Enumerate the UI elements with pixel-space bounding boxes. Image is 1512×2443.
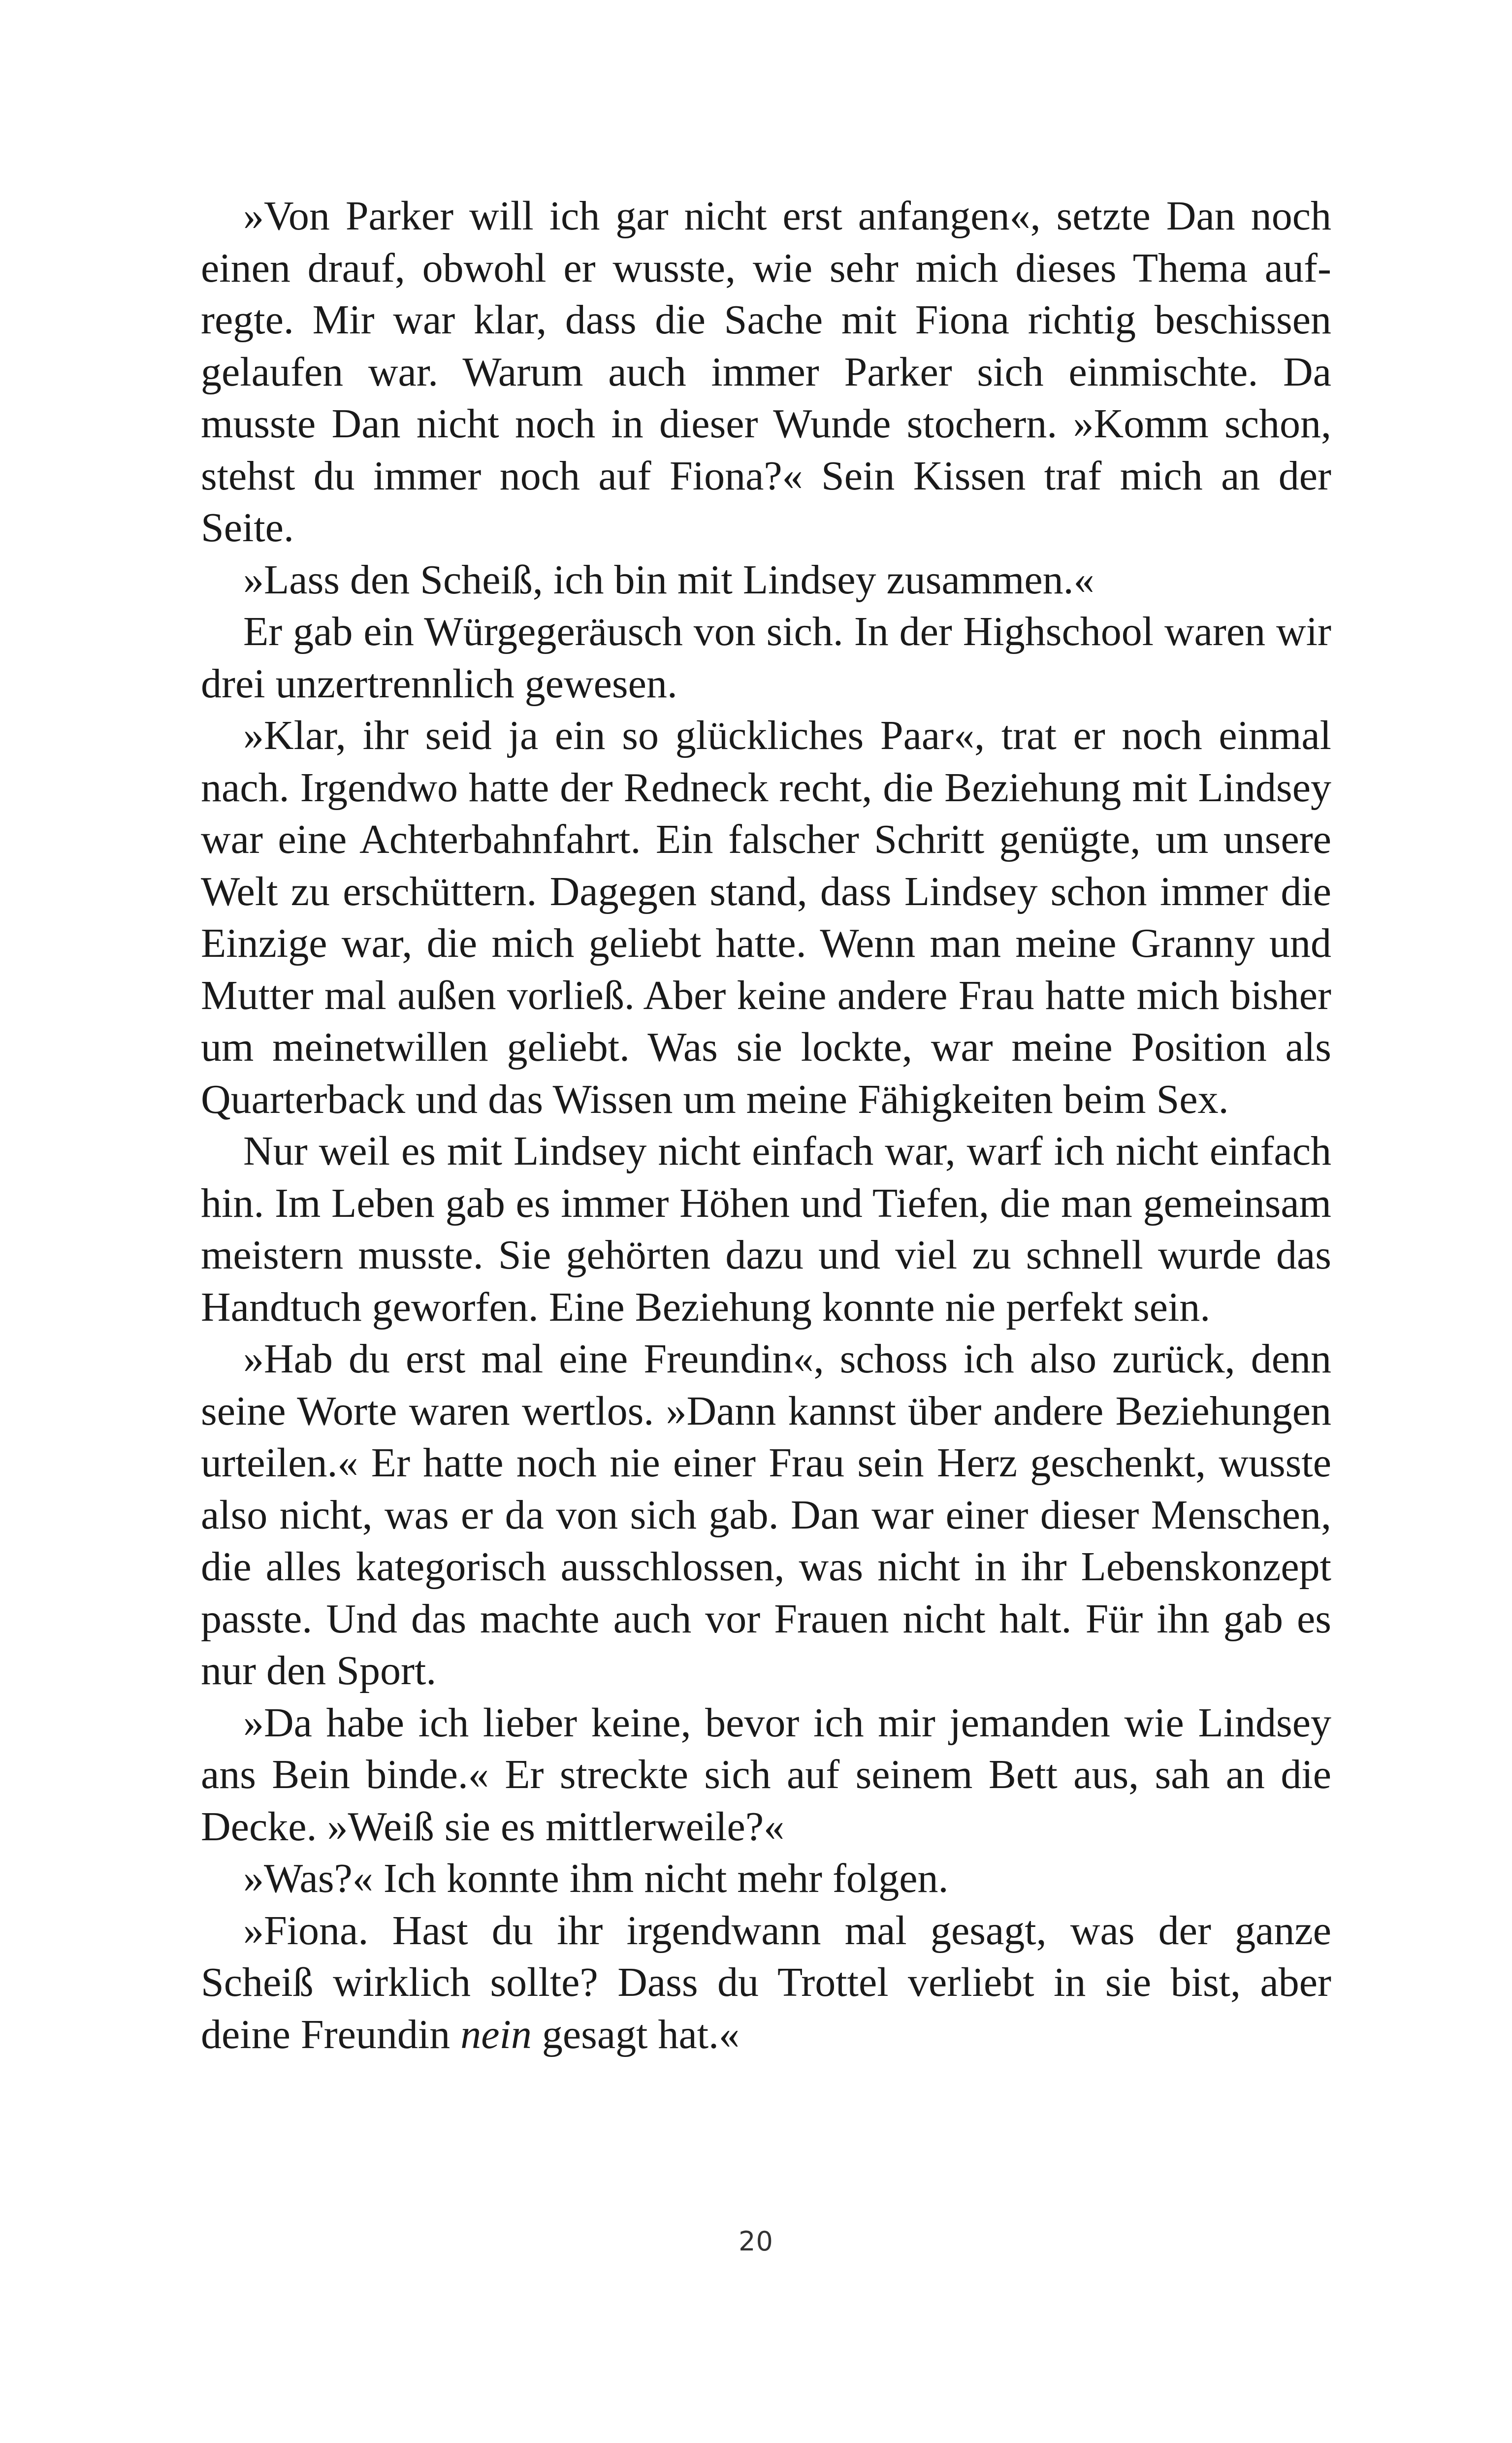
paragraph: »Lass den Scheiß, ich bin mit Lindsey zusammen.« bbox=[243, 556, 1094, 603]
paragraph: Er gab ein Würgegeräusch von sich. In der Highschool waren wir drei unzertrennlich gewesen. bbox=[201, 609, 1331, 707]
paragraph: »Klar, ihr seid ja ein so glückliches Paar«, trat er noch einmal nach. Irgendwo hatte der Redneck recht, die Beziehung mit Lindsey war eine Achterbahnfahrt. Ein falscher Schritt genügte, um unsere Welt zu erschüttern. Dagegen stand, dass Lindsey schon immer die Einzige war, die mich geliebt hatte. Wenn man meine Granny und Mutter mal außen vorließ. Aber keine andere Frau hatte mich bisher um meinetwillen geliebt. Was sie lockte, war meine Position als Quarterback und das Wissen um meine Fähigkeiten beim Sex. bbox=[201, 713, 1331, 1122]
body-text bbox=[201, 190, 1331, 2060]
paragraph: »Was?« Ich konnte ihm nicht mehr folgen. bbox=[243, 1856, 949, 1901]
paragraph: »Von Parker will ich gar nicht erst anfangen«, setzte Dan noch einen drauf, obwohl er wusste, wie sehr mich dieses Thema aufregte. Mir war klar, dass die Sache mit Fiona richtig beschissen gelaufen war. Warum auch immer Parker sich einmischte. Da musste Dan nicht noch in dieser Wunde stochern. »Komm schon, stehst du immer noch auf Fiona?« Sein Kissen traf mich an der Seite. bbox=[201, 193, 1331, 551]
paragraph-last bbox=[201, 1905, 1331, 2061]
paragraph-text: »Fiona. Hast du ihr irgendwann mal gesagt, was der ganze Scheiß wirklich sollte? Dass du Trottel verliebt in sie bist, aber deine Freundin bbox=[201, 1907, 1331, 2057]
paragraph: Nur weil es mit Lindsey nicht einfach war, warf ich nicht einfach hin. Im Leben gab es immer Höhen und Tiefen, die man gemeinsam meistern musste. Sie gehörten dazu und viel zu schnell wurde das Handtuch geworfen. Eine Beziehung konnte nie perfekt sein. bbox=[201, 1128, 1331, 1330]
italic-emphasis: nein bbox=[460, 2011, 532, 2057]
paragraph-text: gesagt hat.« bbox=[531, 2011, 740, 2057]
paragraph: »Da habe ich lieber keine, bevor ich mir jemanden wie Lindsey ans Bein binde.« Er streckte sich auf seinem Bett aus, sah an die Decke. »Weiß sie es mittlerweile?« bbox=[201, 1699, 1331, 1850]
page-number: 20 bbox=[739, 2226, 773, 2257]
paragraph: »Hab du erst mal eine Freundin«, schoss ich also zurück, denn seine Worte waren wertlos. »Dann kannst über andere Beziehungen urteilen.« Er hatte noch nie einer Frau sein Herz geschenkt, wusste also nicht, was er da von sich gab. Dan war einer dieser Menschen, die alles kategorisch ausschlossen, was nicht in ihr Lebenskonzept passte. Und das machte auch vor Frauen nicht halt. Für ihn gab es nur den Sport. bbox=[201, 1336, 1331, 1694]
